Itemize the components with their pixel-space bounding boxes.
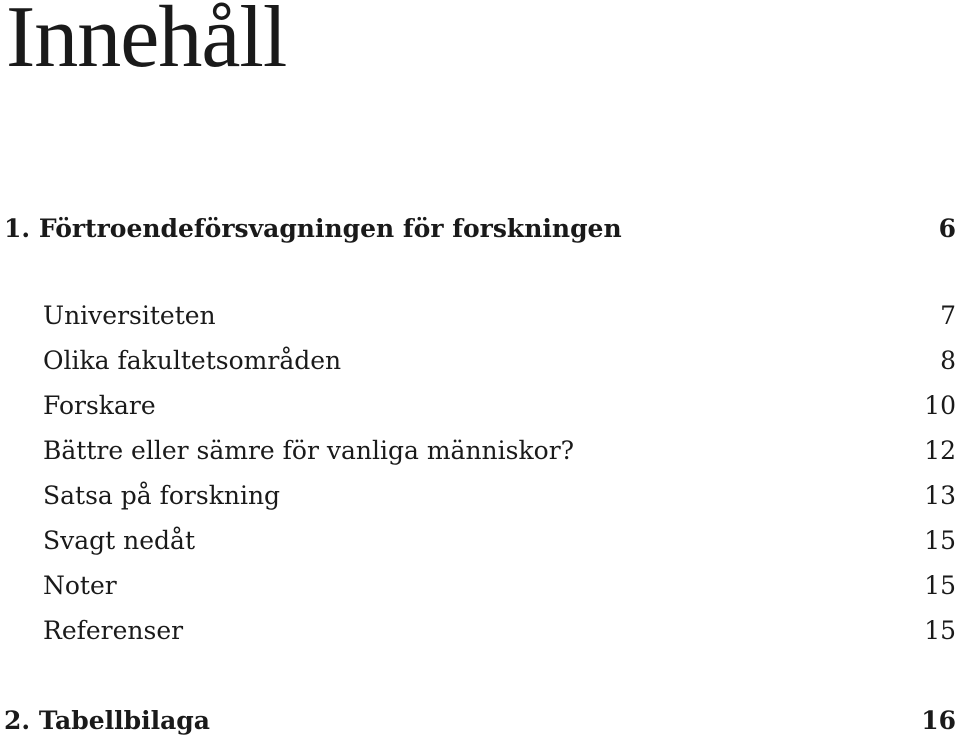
toc-page-number: 13 bbox=[924, 481, 956, 510]
toc-page-number: 6 bbox=[938, 214, 956, 243]
toc-chapter-label: 2. Tabellbilaga bbox=[4, 706, 210, 735]
toc-entry-label: Svagt nedåt bbox=[43, 526, 196, 555]
toc-page-number: 10 bbox=[924, 391, 956, 420]
toc-entry-noter[interactable] bbox=[43, 571, 956, 601]
toc-entry-battre-eller-samre[interactable] bbox=[43, 436, 956, 466]
toc-entry-referenser[interactable] bbox=[43, 616, 956, 646]
toc-entry-satsa-pa-forskning[interactable] bbox=[43, 481, 956, 511]
toc-entry-label: Referenser bbox=[43, 616, 184, 645]
toc-chapter-2[interactable] bbox=[4, 706, 956, 736]
toc-entry-olika-fakultetsomraden[interactable] bbox=[43, 346, 956, 376]
toc-entry-label: Olika fakultetsområden bbox=[43, 346, 342, 375]
toc-page-number: 15 bbox=[924, 571, 956, 600]
toc-page-number: 16 bbox=[921, 706, 956, 735]
toc-entry-label: Universiteten bbox=[43, 301, 216, 330]
toc-entry-label: Satsa på forskning bbox=[43, 481, 281, 510]
page-title: Innehåll bbox=[6, 0, 287, 86]
toc-chapter-1[interactable] bbox=[4, 214, 956, 244]
toc-entry-label: Noter bbox=[43, 571, 117, 600]
toc-entry-svagt-nedat[interactable] bbox=[43, 526, 956, 556]
toc-entry-label: Bättre eller sämre för vanliga människor? bbox=[43, 436, 575, 465]
toc-page-number: 12 bbox=[924, 436, 956, 465]
toc-page-number: 15 bbox=[924, 526, 956, 555]
toc-entry-label: Forskare bbox=[43, 391, 156, 420]
toc-chapter-label: 1. Förtroendeförsvagningen för forskningen bbox=[4, 214, 622, 243]
toc-entry-forskare[interactable] bbox=[43, 391, 956, 421]
toc-page-number: 7 bbox=[940, 301, 956, 330]
toc-page-number: 8 bbox=[940, 346, 956, 375]
toc-entry-universiteten[interactable] bbox=[43, 301, 956, 331]
toc-page-number: 15 bbox=[924, 616, 956, 645]
